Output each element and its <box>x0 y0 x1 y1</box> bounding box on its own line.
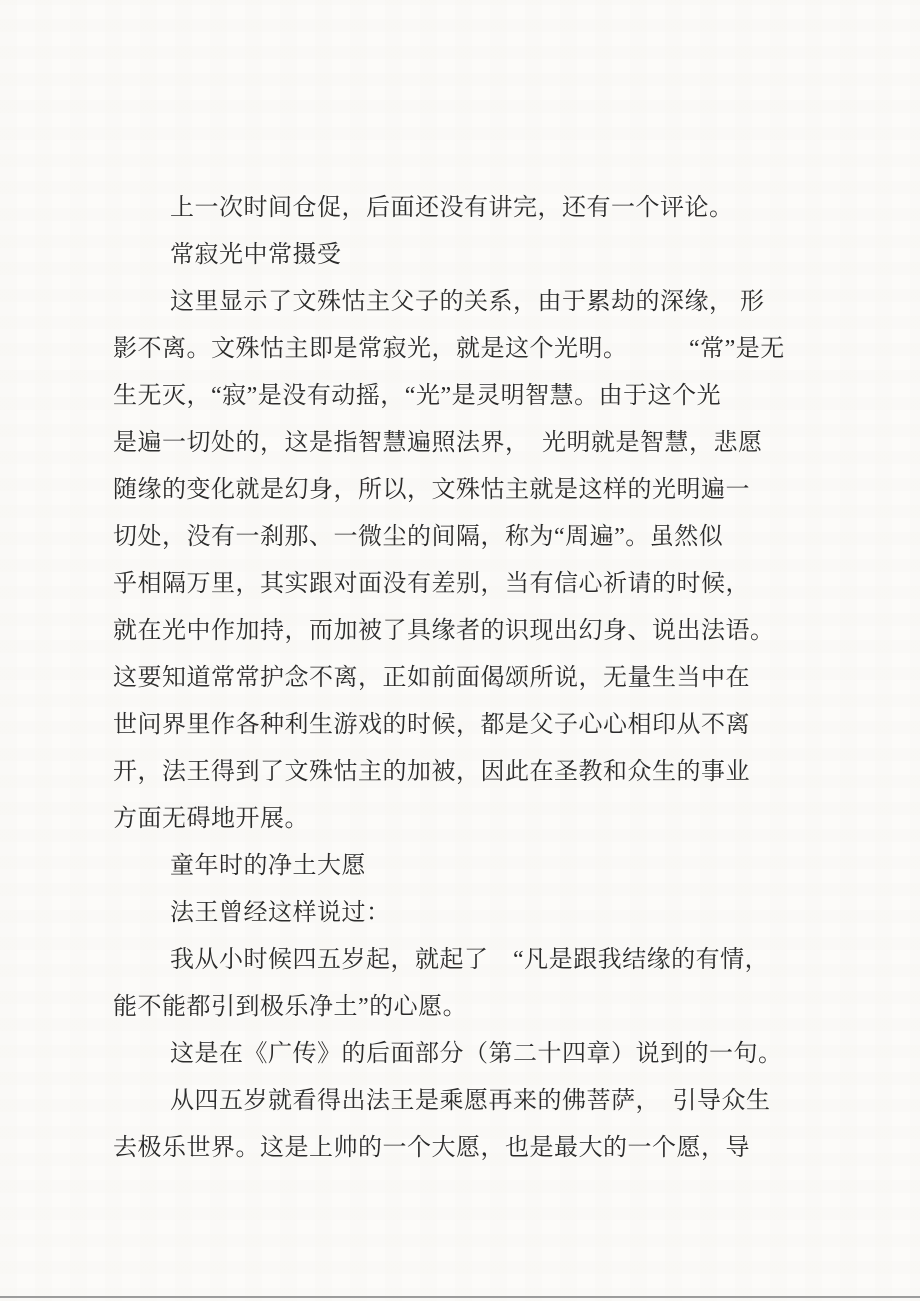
text-line: 这是在《广传》的后面部分（第二十四章）说到的一句。 <box>170 1041 783 1067</box>
text-line: 法王曾经这样说过： <box>170 900 391 926</box>
text-line: 这里显示了文殊怙主父子的关系，由于累劫的深缘， 形 <box>170 289 765 315</box>
text-line: 从四五岁就看得出法王是乘愿再来的佛菩萨， 引导众生 <box>170 1088 771 1114</box>
text-line: 乎相隔万里，其实跟对面没有差别，当有信心祈请的时候， <box>113 571 750 597</box>
text-line: 切处，没有一刹那、一微尘的间隔，称为“周遍”。虽然似 <box>113 524 724 550</box>
text-line: 这要知道常常护念不离，正如前面偈颂所说，无量生当中在 <box>113 665 750 691</box>
text-line: 我从小时候四五岁起，就起了 “凡是跟我结缘的有情， <box>170 947 770 973</box>
text-line: 随缘的变化就是幻身，所以，文殊怙主就是这样的光明遍一 <box>113 477 750 503</box>
text-line: 影不离。文殊怙主即是常寂光，就是这个光明。 “常”是无 <box>113 336 785 362</box>
text-line: 能不能都引到极乐净土”的心愿。 <box>113 994 468 1020</box>
text-line: 开，法王得到了文殊怙主的加被，因此在圣教和众生的事业 <box>113 759 750 785</box>
text-line: 世问界里作各种利生游戏的时候，都是父子心心相印从不离 <box>113 712 750 738</box>
text-line: 生无灭，“寂”是没有动摇，“光”是灵明智慧。由于这个光 <box>113 383 722 409</box>
text-line: 去极乐世界。这是上帅的一个大愿，也是最大的一个愿，导 <box>113 1135 750 1161</box>
document-text-block <box>113 185 813 1172</box>
text-line: 就在光中作加持，而加被了具缘者的识现出幻身、说出法语。 <box>113 618 775 644</box>
text-line: 上一次时间仓促，后面还没有讲完，还有一个评论。 <box>170 195 734 221</box>
text-line: 是遍一切处的，这是指智慧遍照法界， 光明就是智慧，悲愿 <box>113 430 763 456</box>
text-line: 童年时的净土大愿 <box>170 853 366 879</box>
page-bottom-divider <box>0 1296 920 1298</box>
text-line: 常寂光中常摄受 <box>170 242 342 268</box>
text-line: 方面无碍地开展。 <box>113 806 309 832</box>
